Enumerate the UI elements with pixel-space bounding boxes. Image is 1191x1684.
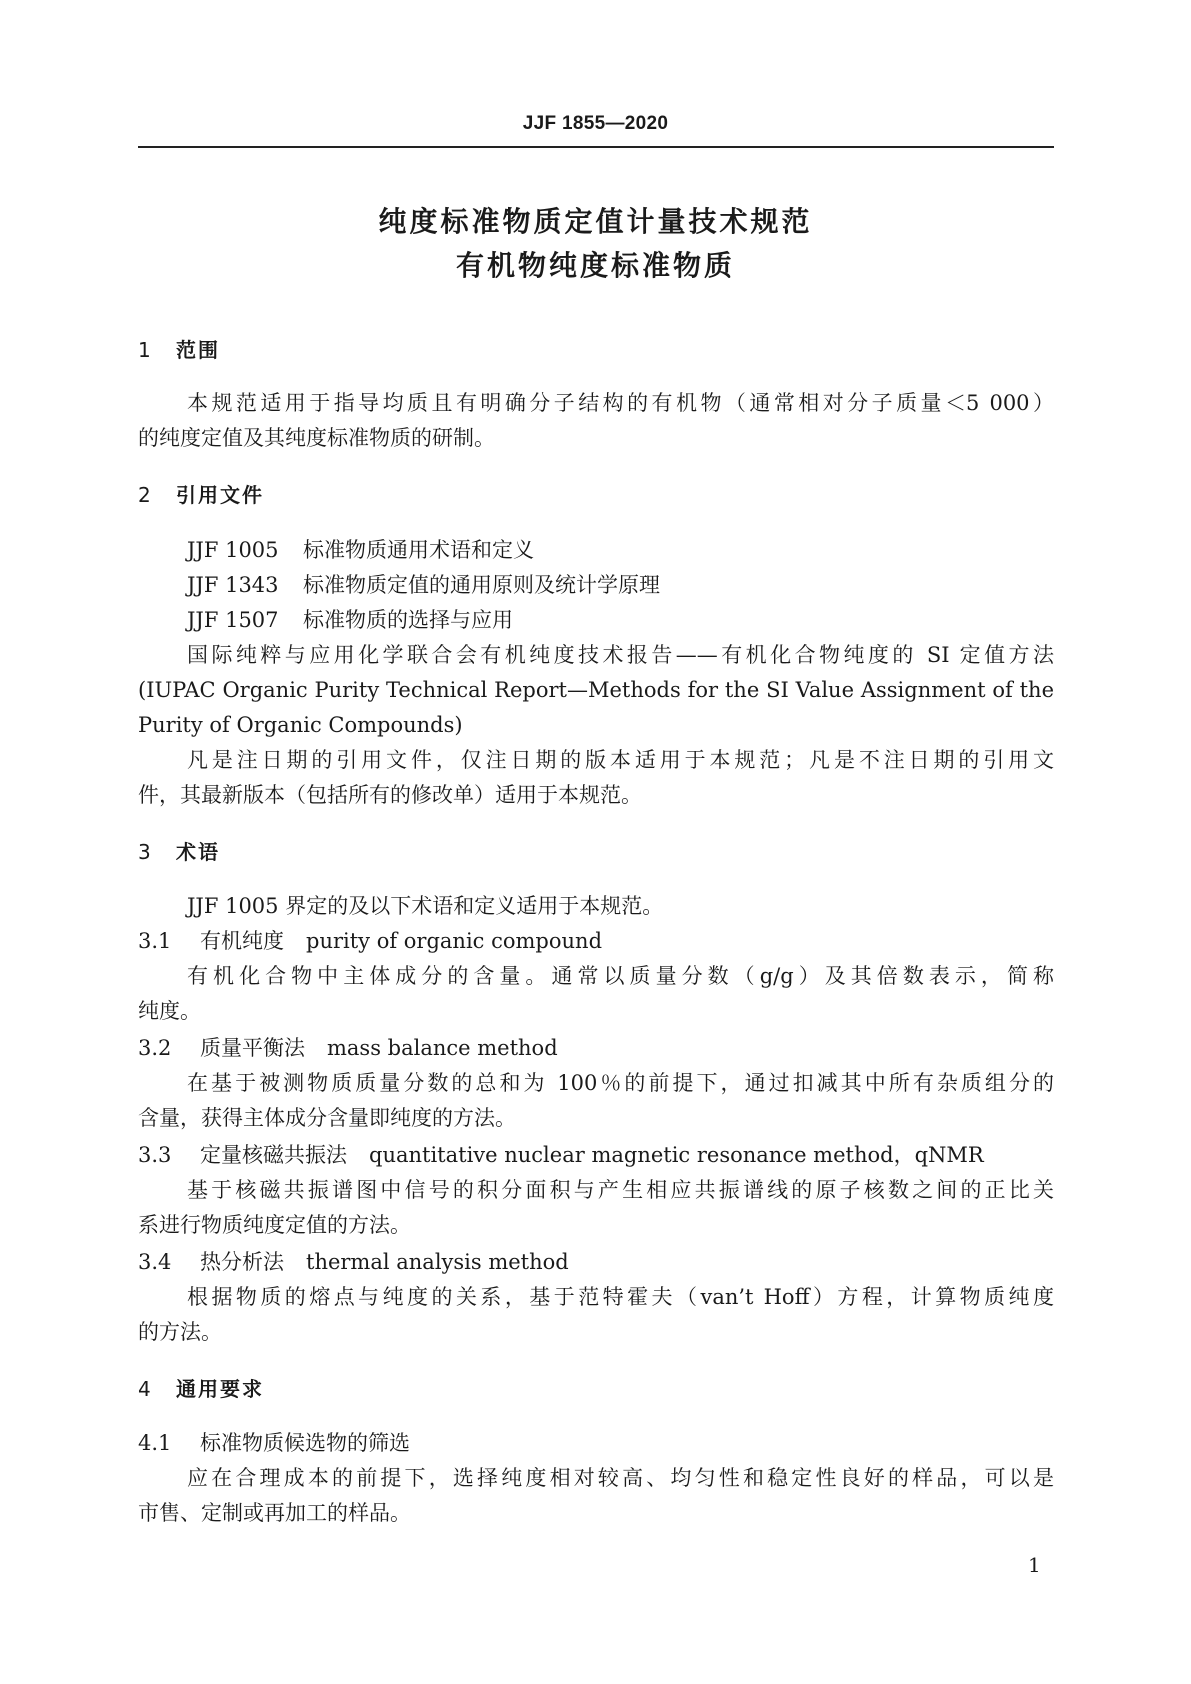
paragraph: (IUPAC Organic Purity Technical Report—Methods for the SI Value Assignment of the [138,678,1054,702]
section-title: 术语 [176,840,220,864]
section-2-heading [138,480,264,510]
section-3-heading [138,837,220,867]
term-en: quantitative nuclear magnetic resonance method，qNMR [369,1143,984,1167]
term-heading [138,1140,984,1170]
paragraph: 系进行物质纯度定值的方法。 [138,1213,411,1237]
document-title: 纯度标准物质定值计量技术规范 [378,205,813,238]
paragraph: 基于核磁共振谱图中信号的积分面积与产生相应共振谱线的原子核数之间的正比关 [187,1178,1054,1202]
paragraph: 的方法。 [138,1320,222,1344]
term-heading [138,1033,558,1063]
reference-item [187,605,513,635]
paragraph: 本规范适用于指导均质且有明确分子结构的有机物（通常相对分子质量＜5 000） [187,391,1054,415]
document-subtitle: 有机物纯度标准物质 [455,249,735,282]
term-zh: 热分析法 [200,1250,284,1274]
reference-title: 标准物质定值的通用原则及统计学原理 [303,573,660,597]
reference-title: 标准物质通用术语和定义 [303,538,534,562]
reference-item [187,570,660,600]
paragraph: 有机化合物中主体成分的含量。通常以质量分数（g/g）及其倍数表示，简称 [187,964,1054,988]
subsection-number: 4.1 [138,1431,172,1455]
paragraph: Purity of Organic Compounds) [138,713,463,737]
paragraph: 根据物质的熔点与纯度的关系，基于范特霍夫（van’t Hoff）方程，计算物质纯度 [187,1285,1054,1309]
term-number: 3.2 [138,1036,172,1060]
paragraph: 含量，获得主体成分含量即纯度的方法。 [138,1106,516,1130]
paragraph: 应在合理成本的前提下，选择纯度相对较高、均匀性和稳定性良好的样品，可以是 [187,1466,1054,1490]
term-number: 3.4 [138,1250,172,1274]
paragraph: 市售、定制或再加工的样品。 [138,1501,411,1525]
paragraph: 的纯度定值及其纯度标准物质的研制。 [138,426,495,450]
term-zh: 有机纯度 [200,929,284,953]
reference-code: JJF 1507 [187,608,279,632]
paragraph: 在基于被测物质质量分数的总和为 100％的前提下，通过扣减其中所有杂质组分的 [187,1071,1054,1095]
subsection-title: 标准物质候选物的筛选 [200,1431,410,1455]
standard-code-header: JJF 1855—2020 [522,113,669,134]
term-en: purity of organic compound [306,929,603,953]
subsection-heading [138,1428,410,1458]
header-rule [138,146,1054,148]
page-number: 1 [1028,1553,1041,1577]
reference-code: JJF 1343 [187,573,279,597]
section-title: 通用要求 [176,1377,264,1401]
reference-title: 标准物质的选择与应用 [303,608,513,632]
paragraph: 纯度。 [138,999,201,1023]
term-en: thermal analysis method [306,1250,569,1274]
paragraph: 件，其最新版本（包括所有的修改单）适用于本规范。 [138,783,642,807]
term-en: mass balance method [327,1036,558,1060]
term-heading [138,926,602,956]
paragraph: JJF 1005 界定的及以下术语和定义适用于本规范。 [187,894,664,918]
section-number: 4 [138,1377,153,1401]
reference-item [187,535,534,565]
term-zh: 定量核磁共振法 [200,1143,347,1167]
section-number: 3 [138,840,153,864]
term-number: 3.1 [138,929,172,953]
section-number: 1 [138,338,153,362]
term-zh: 质量平衡法 [200,1036,305,1060]
section-title: 引用文件 [176,483,264,507]
section-number: 2 [138,483,153,507]
section-1-heading [138,335,220,365]
reference-code: JJF 1005 [187,538,279,562]
term-number: 3.3 [138,1143,172,1167]
section-title: 范围 [176,338,220,362]
section-4-heading [138,1374,264,1404]
paragraph: 凡是注日期的引用文件，仅注日期的版本适用于本规范；凡是不注日期的引用文 [187,748,1054,772]
term-heading [138,1247,569,1277]
paragraph: 国际纯粹与应用化学联合会有机纯度技术报告——有机化合物纯度的 SI 定值方法 [187,643,1054,667]
